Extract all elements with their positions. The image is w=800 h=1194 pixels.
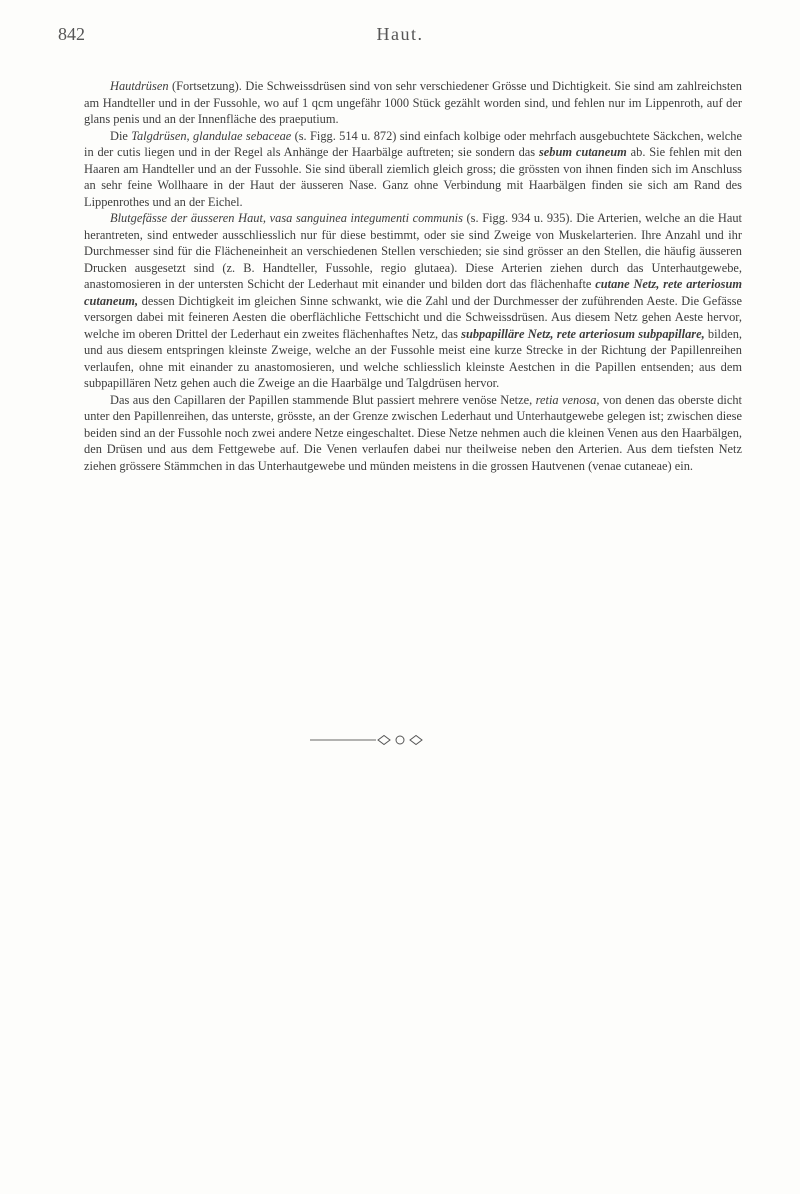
italic-term: Blutgefässe der äusseren Haut, vasa sanguinea integumenti communis	[110, 211, 463, 225]
text-run: Die	[110, 128, 132, 143]
paragraph	[84, 78, 742, 128]
text-run: bilden, und aus diesem entspringen kleinste Zweige, welche an der Fussohle meist eine kurze Strecke in der Richtung der Papillenreihen verlaufen, ohne mit einander zu anastomosieren, und welche schliesslich kleinste Aestchen in die Papillen entsenden; aus dem subpapillären Netz gehen auch die Zweige an die Haarbälge und Talgdrüsen hervor.	[84, 326, 742, 390]
text-run: (Fortsetzung). Die Schweissdrüsen sind von sehr verschiedener Grösse und Dichtigkeit. Sie sind am zahlreichsten am Handteller und in der Fussohle, wo auf 1 qcm ungefähr 1000 Stück gezählt worden sind, und fehlen nur im Lippenroth, auf der glans penis und an der Innenfläche des praeputium.	[84, 79, 742, 126]
paragraph	[84, 128, 742, 211]
emphasized-term: sebum cutaneum	[538, 145, 627, 159]
italic-term: Talgdrüsen, glandulae sebaceae	[131, 128, 292, 143]
paragraph	[84, 392, 742, 475]
text-run: ab. Sie fehlen mit den Haaren am Handteller und an der Fussohle. Sie sind überall ziemlich gleich gross; die grössten von ihnen finden sich im Anschluss an sehr feine Wollhaare in der Haut der äusseren Nase. Ganz ohne Verbindung mit Haarbälgen finden sie sich am Rand des Lippenrothes und an der Eichel.	[84, 145, 742, 209]
text-run: Das aus den Capillaren der Papillen stammende Blut passiert mehrere venöse Netze,	[110, 392, 536, 407]
diamond-circle-diamond-ornament-icon	[310, 734, 490, 746]
running-title: Haut.	[376, 24, 424, 44]
emphasized-term: cutane Netz, rete arteriosum cutaneum,	[84, 277, 742, 308]
body-text	[84, 78, 742, 474]
emphasized-term: subpapilläre Netz, rete arteriosum subpapillare,	[461, 326, 705, 341]
running-head	[58, 24, 742, 52]
page-number: 842	[58, 24, 85, 44]
paragraph	[84, 210, 742, 392]
text-run: (s. Figg. 514 u. 872) sind einfach kolbige oder mehrfach ausgebuchtete Säckchen, welche in der cutis liegen und in der Regel als Anhänge der Haarbälge auftreten; sie sondern das	[84, 128, 742, 159]
italic-term: retia venosa,	[535, 392, 600, 407]
text-run: (s. Figg. 934 u. 935). Die Arterien, welche an die Haut herantreten, sind entweder ausschliesslich nur für diese bestimmt, oder sie sind Zweige von Muskelarterien. Ihre Anzahl und ihr Durchmesser sind für die Flächeneinheit an verschiedenen Stellen verschieden; sie sind grösser an den Stellen, die häufig äusseren Drucken ausgesetzt sind (z. B. Handteller, Fussohle, regio glutaea). Diese Arterien ziehen durch das Unterhautgewebe, anastomosieren in der untersten Schicht der Lederhaut mit einander und bilden dort das flächenhafte	[84, 211, 742, 291]
text-run: von denen das oberste dicht unter den Papillenreihen, das unterste, grösste, an der Grenze zwischen Lederhaut und Unterhautgewebe gelegen ist; zwischen diese beiden sind an der Fussohle noch zwei andere Netze eingeschaltet. Diese Netze nehmen auch die kleinen Venen aus den Haarbälgen, den Drüsen und aus dem Fettgewebe auf. Die Venen verlaufen dabei nur theilweise neben den Arterien. Aus dem tiefsten Netz ziehen grössere Stämmchen in das Unterhautgewebe und münden meistens in die grossen Hautvenen (venae cutaneae) ein.	[84, 392, 742, 473]
italic-term: Hautdrüsen	[110, 79, 169, 93]
text-run: dessen Dichtigkeit im gleichen Sinne schwankt, wie die Zahl und der Durchmesser der zuführenden Aeste. Die Gefässe versorgen dabei mit feineren Aesten die oberflächliche Fettschicht und die Schweissdrüsen. Aus diesem Netz gehen Aeste hervor, welche im oberen Drittel der Lederhaut ein zweites flächenhaftes Netz, das	[84, 293, 742, 341]
